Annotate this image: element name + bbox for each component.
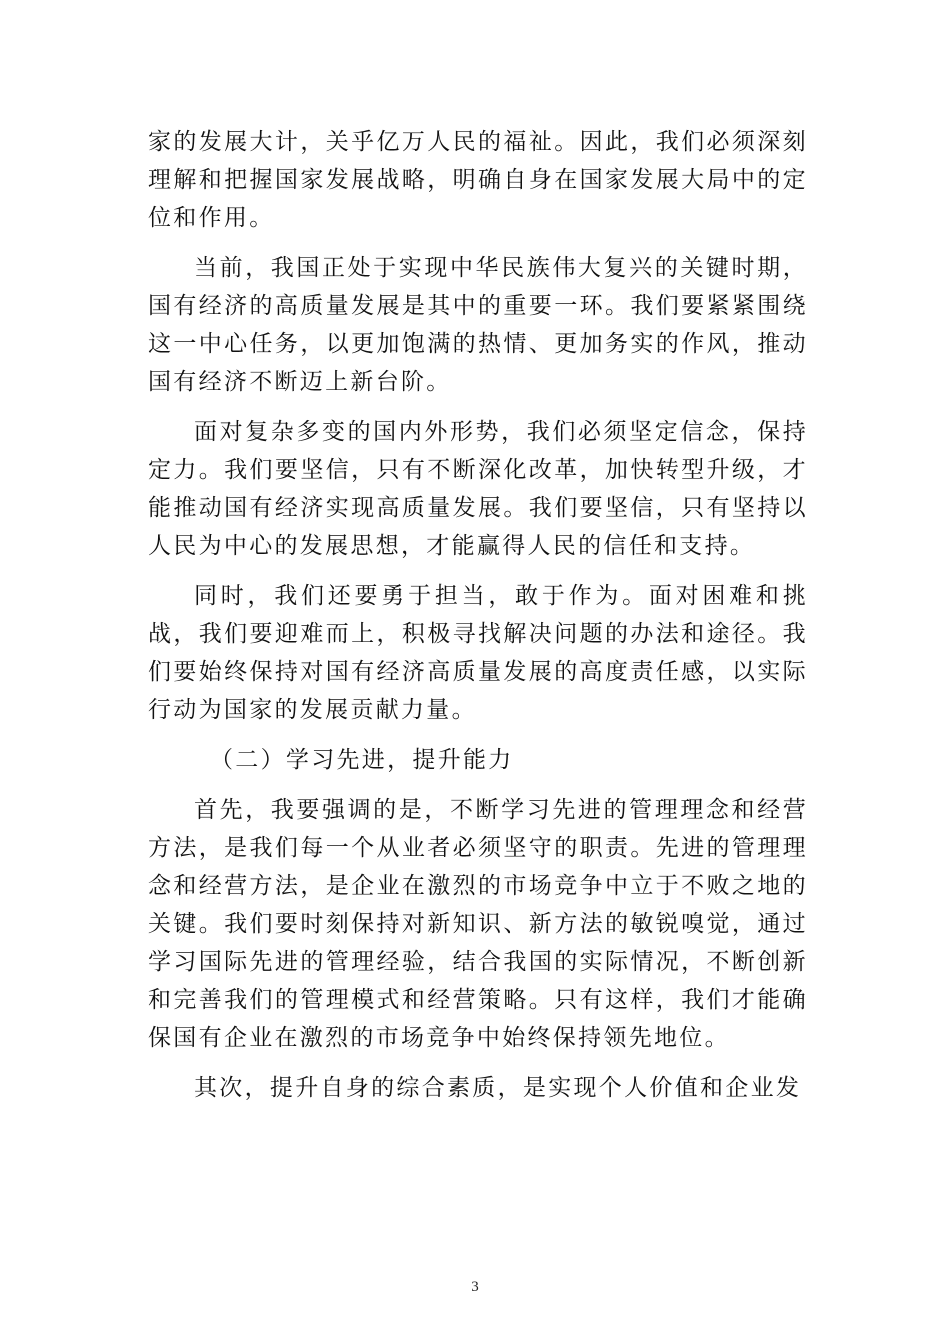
paragraph: 其次，提升自身的综合素质，是实现个人价值和企业发 xyxy=(194,1075,802,1101)
paragraph: 同时，我们还要勇于担当，敢于作为。面对困难和挑战，我们要迎难而上，积极寻找解决问题的办法和途径。我们要始终保持对国有经济高质量发展的高度责任感，以实际行动为国家的发展贡献力量。 xyxy=(148,583,808,723)
paragraph: 首先，我要强调的是，不断学习先进的管理理念和经营方法，是我们每一个从业者必须坚守的职责。先进的管理理念和经营方法，是企业在激烈的市场竞争中立于不败之地的关键。我们要时刻保持对新知识、新方法的敏锐嗅觉，通过学习国际先进的管理经验，结合我国的实际情况，不断创新和完善我们的管理模式和经营策略。只有这样，我们才能确保国有企业在激烈的市场竞争中始终保持领先地位。 xyxy=(148,797,808,1051)
paragraph-continued: 家的发展大计，关乎亿万人民的福祉。因此，我们必须深刻理解和把握国家发展战略，明确自身在国家发展大局中的定位和作用。 xyxy=(148,129,808,231)
section-heading: （二）学习先进，提升能力 xyxy=(210,747,514,773)
paragraph: 当前，我国正处于实现中华民族伟大复兴的关键时期，国有经济的高质量发展是其中的重要一环。我们要紧紧围绕这一中心任务，以更加饱满的热情、更加务实的作风，推动国有经济不断迈上新台阶。 xyxy=(148,255,808,395)
document-body xyxy=(148,123,808,1119)
paragraph: 面对复杂多变的国内外形势，我们必须坚定信念，保持定力。我们要坚信，只有不断深化改革，加快转型升级，才能推动国有经济实现高质量发展。我们要坚信，只有坚持以人民为中心的发展思想，才能赢得人民的信任和支持。 xyxy=(148,419,808,559)
page-number: 3 xyxy=(471,1279,479,1295)
